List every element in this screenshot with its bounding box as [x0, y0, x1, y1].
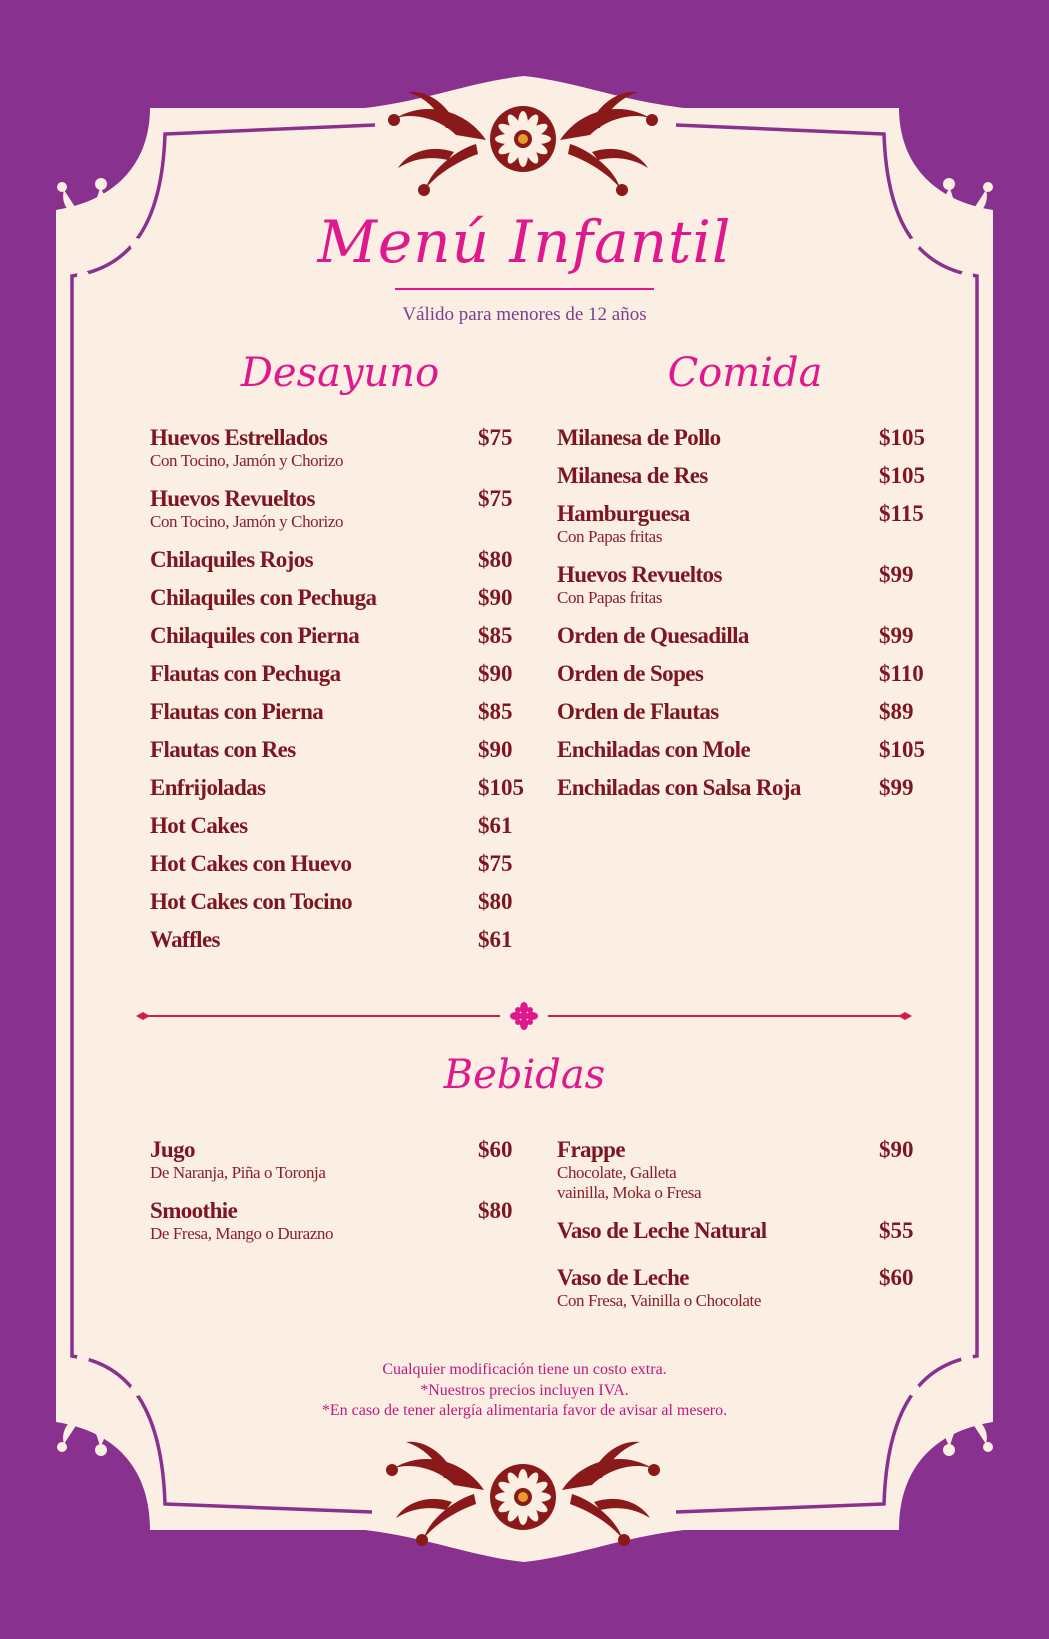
menu-subtitle: Válido para menores de 12 años [402, 304, 647, 325]
item-name: Hot Cakes [150, 813, 248, 838]
item-price: $55 [879, 1218, 914, 1243]
item-price: $80 [478, 547, 513, 572]
menu-item [150, 812, 540, 839]
item-name: Waffles [150, 927, 220, 952]
menu-item [150, 660, 540, 687]
item-description: Con Tocino, Jamón y Chorizo [150, 451, 344, 470]
item-price: $85 [478, 699, 513, 724]
menu-item [557, 698, 947, 725]
menu-item [150, 774, 540, 801]
item-price: $61 [478, 813, 513, 838]
item-price: $90 [478, 737, 513, 762]
footnote-iva: *Nuestros precios incluyen IVA. [420, 1381, 629, 1399]
footnote-allergy: *En caso de tener alergía alimentaria favor de avisar al mesero. [321, 1402, 728, 1419]
menu-item [557, 1217, 947, 1244]
item-name: Hot Cakes con Tocino [150, 889, 353, 914]
item-price: $105 [879, 463, 925, 488]
item-name: Enchiladas con Mole [557, 737, 751, 762]
item-price: $61 [478, 927, 513, 952]
item-price: $105 [879, 425, 925, 450]
menu-item [557, 1136, 947, 1203]
footnote-modification: Cualquier modificación tiene un costo extra. [382, 1361, 667, 1378]
item-name: Flautas con Pierna [150, 699, 324, 724]
menu-title: Menú Infantil [317, 208, 732, 276]
item-price: $75 [478, 851, 513, 876]
item-price: $90 [879, 1137, 914, 1162]
item-name: Enfrijoladas [150, 775, 266, 800]
item-description: vainilla, Moka o Fresa [557, 1183, 702, 1202]
item-price: $99 [879, 775, 914, 800]
menu-item [150, 698, 540, 725]
menu-item [150, 584, 540, 611]
item-description: Con Fresa, Vainilla o Chocolate [557, 1291, 762, 1310]
item-price: $75 [478, 425, 513, 450]
item-name: Vaso de Leche [557, 1265, 689, 1290]
menu-item [557, 774, 947, 801]
item-name: Smoothie [150, 1198, 238, 1223]
item-name: Orden de Flautas [557, 699, 719, 724]
menu-item [150, 850, 540, 877]
item-price: $85 [478, 623, 513, 648]
item-price: $105 [478, 775, 524, 800]
item-name: Vaso de Leche Natural [557, 1218, 767, 1243]
menu-item [150, 736, 540, 763]
item-description: Con Papas fritas [557, 588, 663, 607]
item-name: Orden de Sopes [557, 661, 704, 686]
item-price: $90 [478, 661, 513, 686]
menu-item [150, 1197, 540, 1244]
item-name: Huevos Revueltos [150, 486, 315, 511]
item-description: Con Papas fritas [557, 527, 663, 546]
desayuno-list [150, 424, 540, 964]
section-title-bebidas: Bebidas [443, 1052, 606, 1098]
menu-item [150, 485, 540, 532]
item-price: $80 [478, 1198, 513, 1223]
menu-item [557, 424, 947, 451]
menu-item [150, 926, 540, 953]
item-price: $60 [879, 1265, 914, 1290]
item-name: Huevos Estrellados [150, 425, 328, 450]
menu-item [150, 424, 540, 471]
item-price: $110 [879, 661, 924, 686]
item-name: Jugo [150, 1137, 195, 1162]
item-name: Hamburguesa [557, 501, 690, 526]
menu-item [557, 561, 947, 608]
menu-item [557, 660, 947, 687]
item-description: Chocolate, Galleta [557, 1163, 677, 1182]
item-price: $99 [879, 623, 914, 648]
menu-item [557, 462, 947, 489]
item-name: Chilaquiles Rojos [150, 547, 313, 572]
menu-item [150, 546, 540, 573]
section-title-comida: Comida [667, 350, 823, 396]
item-name: Enchiladas con Salsa Roja [557, 775, 801, 800]
item-price: $115 [879, 501, 924, 526]
menu-item [150, 622, 540, 649]
item-name: Hot Cakes con Huevo [150, 851, 352, 876]
section-title-desayuno: Desayuno [240, 350, 440, 396]
item-name: Huevos Revueltos [557, 562, 722, 587]
comida-list [557, 424, 947, 812]
item-description: De Fresa, Mango o Durazno [150, 1224, 334, 1243]
item-price: $90 [478, 585, 513, 610]
bebidas-list-left [150, 1136, 540, 1258]
bebidas-list-right [557, 1136, 947, 1325]
menu-item [557, 736, 947, 763]
menu-item [557, 622, 947, 649]
item-price: $105 [879, 737, 925, 762]
menu-item [150, 1136, 540, 1183]
item-name: Milanesa de Pollo [557, 425, 721, 450]
item-name: Flautas con Res [150, 737, 296, 762]
item-price: $89 [879, 699, 914, 724]
menu-item [557, 500, 947, 547]
menu-item [557, 1264, 947, 1311]
item-price: $80 [478, 889, 513, 914]
footnotes [0, 1360, 1049, 1422]
item-price: $75 [478, 486, 513, 511]
item-price: $60 [478, 1137, 513, 1162]
item-name: Flautas con Pechuga [150, 661, 341, 686]
item-description: Con Tocino, Jamón y Chorizo [150, 512, 344, 531]
item-name: Orden de Quesadilla [557, 623, 749, 648]
item-name: Chilaquiles con Pechuga [150, 585, 377, 610]
item-name: Frappe [557, 1137, 625, 1162]
item-name: Milanesa de Res [557, 463, 708, 488]
menu-item [150, 888, 540, 915]
item-price: $99 [879, 562, 914, 587]
item-description: De Naranja, Piña o Toronja [150, 1163, 326, 1182]
item-name: Chilaquiles con Pierna [150, 623, 360, 648]
